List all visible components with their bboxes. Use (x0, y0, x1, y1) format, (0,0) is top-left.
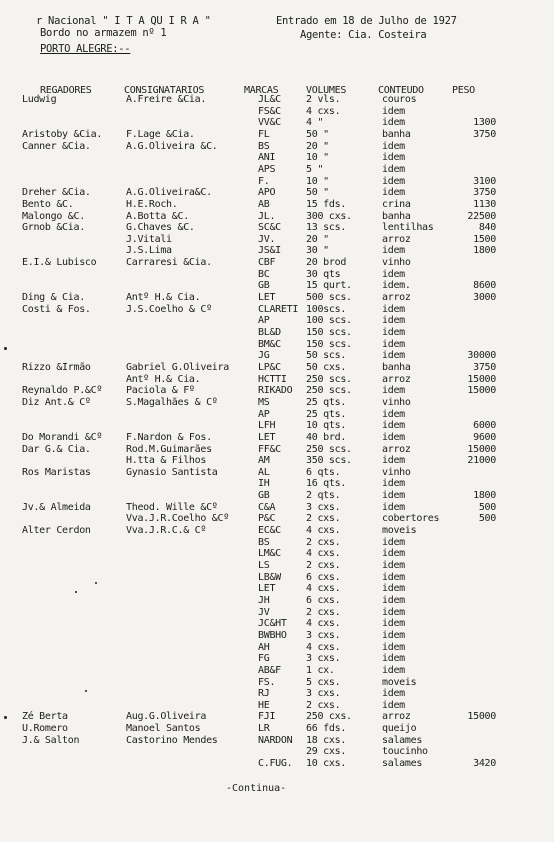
contents-cell: toucinho (382, 746, 428, 758)
port-name: PORTO ALEGRE:-- (40, 43, 131, 55)
contents-cell: idem (382, 571, 405, 583)
column-header-contents: CONTEUDO (378, 85, 424, 96)
contents-cell: idem (382, 152, 405, 164)
contents-cell: moveis (382, 525, 417, 537)
volumes-cell: 350 scs. (306, 455, 352, 467)
volumes-cell: 10 " (306, 175, 329, 187)
contents-cell: crina (382, 198, 411, 210)
consignee-cell: Manoel Santos (126, 723, 201, 735)
mark-cell: APO (258, 187, 276, 199)
mark-cell: LS (258, 560, 270, 571)
contents-cell: salames (382, 758, 423, 770)
shipper-cell: Diz Ant.& Cº (22, 396, 91, 408)
mark-cell: LR (258, 723, 270, 735)
volumes-cell: 4 cxs. (306, 525, 341, 537)
ink-spot (4, 716, 7, 719)
weight-cell: 15000 (467, 385, 496, 397)
weight-cell: 500 (478, 501, 496, 513)
consignee-cell: J.S.Coelho & Cº (126, 303, 212, 315)
weight-cell: 22500 (467, 210, 496, 222)
volumes-cell: 40 brd. (306, 431, 347, 443)
mark-cell: AM (258, 455, 270, 467)
weight-cell: 1800 (473, 490, 496, 502)
volumes-cell: 20 " (306, 140, 329, 152)
contents-cell: couros (382, 94, 417, 105)
contents-cell: idem (382, 478, 405, 490)
shipper-cell: J.& Salton (22, 734, 80, 746)
volumes-cell: 4 cxs. (306, 548, 341, 560)
volumes-cell: 13 scs. (306, 222, 347, 234)
weight-cell: 1300 (473, 117, 496, 129)
mark-cell: AB (258, 198, 270, 210)
consignee-cell: Antº H.& Cia. (126, 373, 201, 385)
consignee-cell: Theod. Wille &Cº (126, 501, 218, 513)
volumes-cell: 10 " (306, 152, 329, 164)
weight-cell: 3750 (473, 187, 496, 199)
weight-cell: 15000 (467, 711, 496, 723)
contents-cell: idem (382, 268, 405, 280)
volumes-cell: 1 cx. (306, 664, 335, 676)
weight-cell: 8600 (473, 280, 496, 292)
volumes-cell: 25 qts. (306, 408, 347, 420)
volumes-cell: 29 cxs. (306, 746, 347, 758)
volumes-cell: 3 cxs. (306, 629, 341, 641)
contents-cell: arroz (382, 233, 411, 245)
shipper-cell: Ding & Cia. (22, 292, 85, 304)
mark-cell: JV. (258, 233, 276, 245)
shipper-cell: Rizzo &Irmão (22, 361, 91, 373)
mark-cell: ANI (258, 152, 276, 164)
mark-cell: CLARETI (258, 303, 299, 315)
consignee-cell: A.G.Oliveira&C. (126, 187, 212, 199)
ship-name: r Nacional " I T A QU I R A " (36, 15, 211, 27)
mark-cell: F. (258, 175, 270, 187)
mark-cell: RIKADO (258, 385, 293, 397)
ink-spot (75, 591, 77, 593)
mark-cell: LET (258, 583, 276, 595)
contents-cell: idem (382, 455, 405, 467)
volumes-cell: 6 cxs. (306, 594, 341, 606)
contents-cell: salames (382, 734, 423, 746)
volumes-cell: 2 cxs. (306, 699, 341, 711)
volumes-cell: 2 cxs. (306, 513, 341, 525)
contents-cell: idem (382, 140, 405, 152)
contents-cell: arroz (382, 373, 411, 385)
volumes-cell: 30 qts (306, 268, 341, 280)
weight-cell: 9600 (473, 431, 496, 443)
contents-cell: arroz (382, 711, 411, 723)
shipper-cell: Alter Cerdon (22, 525, 91, 537)
contents-cell: cobertores (382, 513, 440, 525)
volumes-cell: 4 cxs. (306, 641, 341, 653)
mark-cell: HCTTI (258, 373, 287, 385)
volumes-cell: 5 " (306, 163, 324, 175)
mark-cell: AP (258, 315, 270, 327)
contents-cell: idem (382, 408, 405, 420)
mark-cell: AH (258, 641, 270, 653)
consignee-cell: Antº H.& Cia. (126, 292, 201, 304)
contents-cell: idem (382, 664, 405, 676)
column-header-weight: PESO (452, 85, 475, 96)
contents-cell: idem (382, 629, 405, 641)
mark-cell: JG (258, 350, 270, 362)
mark-cell: BS (258, 140, 270, 152)
weight-cell: 6000 (473, 420, 496, 432)
contents-cell: banha (382, 210, 411, 222)
shipper-cell: E.I.& Lubisco (22, 257, 97, 269)
contents-cell: idem (382, 699, 405, 711)
shipper-cell: Malongo &C. (22, 210, 85, 222)
consignee-cell: S.Magalhães & Cº (126, 396, 218, 408)
volumes-cell: 50 scs. (306, 350, 347, 362)
contents-cell: idem (382, 163, 405, 175)
contents-cell: idem (382, 548, 405, 560)
consignee-cell: A.Freire &Cia. (126, 94, 207, 105)
mark-cell: AP (258, 408, 270, 420)
contents-cell: idem (382, 385, 405, 397)
mark-cell: LET (258, 292, 276, 304)
mark-cell: LB&W (258, 571, 281, 583)
consignee-cell: Paciola & Fº (126, 385, 195, 397)
shipper-cell: Grnob &Cia. (22, 222, 85, 234)
mark-cell: RJ (258, 688, 270, 700)
weight-cell: 3420 (473, 758, 496, 770)
consignee-cell: Gabriel G.Oliveira (126, 361, 229, 373)
shipper-cell: Jv.& Almeida (22, 501, 91, 513)
consignee-cell: J.Vitali (126, 233, 172, 245)
volumes-cell: 500 scs. (306, 292, 352, 304)
contents-cell: idem (382, 583, 405, 595)
shipper-cell: Costi & Fos. (22, 303, 91, 315)
volumes-cell: 16 qts. (306, 478, 347, 490)
mark-cell: LP&C (258, 361, 281, 373)
mark-cell: BWBHO (258, 629, 287, 641)
column-header-consignees: CONSIGNATARIOS (124, 85, 205, 96)
mark-cell: JL&C (258, 94, 281, 105)
mark-cell: C&A (258, 501, 276, 513)
volumes-cell: 2 qts. (306, 490, 341, 502)
mark-cell: VV&C (258, 117, 281, 129)
volumes-cell: 150 scs. (306, 327, 352, 338)
volumes-cell: 6 cxs. (306, 571, 341, 583)
mark-cell: FG (258, 653, 270, 665)
weight-cell: 840 (478, 222, 496, 234)
mark-cell: FF&C (258, 443, 281, 455)
contents-cell: idem (382, 175, 405, 187)
weight-cell: 3000 (473, 292, 496, 304)
volumes-cell: 4 cxs. (306, 105, 341, 117)
shipper-cell: Dreher &Cia. (22, 187, 91, 199)
shipper-cell: Do Morandi &Cº (22, 431, 103, 443)
shipper-cell: Bento &C. (22, 198, 74, 210)
consignee-cell: F.Lage &Cia. (126, 128, 195, 140)
mark-cell: JC&HT (258, 618, 287, 630)
volumes-cell: 250 scs. (306, 385, 352, 397)
volumes-cell: 2 cxs. (306, 560, 341, 571)
volumes-cell: 100scs. (306, 303, 347, 315)
entry-date: Entrado em 18 de Julho de 1927 (276, 15, 457, 27)
contents-cell: arroz (382, 292, 411, 304)
volumes-cell: 50 cxs. (306, 361, 347, 373)
volumes-cell: 25 qts. (306, 396, 347, 408)
mark-cell: IH (258, 478, 270, 490)
consignee-cell: Gynasio Santista (126, 466, 218, 478)
weight-cell: 500 (478, 513, 496, 525)
volumes-cell: 100 scs. (306, 315, 352, 327)
contents-cell: vinho (382, 257, 411, 269)
volumes-cell: 66 fds. (306, 723, 347, 735)
volumes-cell: 2 cxs. (306, 536, 341, 548)
contents-cell: idem (382, 618, 405, 630)
mark-cell: BM&C (258, 338, 281, 350)
mark-cell: LET (258, 431, 276, 443)
shipper-cell: Canner &Cia. (22, 140, 91, 152)
mark-cell: CBF (258, 257, 276, 269)
mark-cell: HE (258, 699, 270, 711)
contents-cell: idem (382, 688, 405, 700)
volumes-cell: 5 cxs. (306, 676, 341, 688)
consignee-cell: A.Botta &C. (126, 210, 189, 222)
volumes-cell: 150 scs. (306, 338, 352, 350)
mark-cell: FL (258, 128, 270, 140)
consignee-cell: A.G.Oliveira &C. (126, 140, 218, 152)
consignee-cell: F.Nardon & Fos. (126, 431, 212, 443)
mark-cell: BC (258, 268, 270, 280)
contents-cell: idem (382, 117, 405, 129)
weight-cell: 3750 (473, 128, 496, 140)
column-header-marks: MARCAS (244, 85, 279, 96)
onboard-note: Bordo no armazem nº 1 (40, 27, 167, 39)
mark-cell: FJI (258, 711, 276, 723)
ink-spot (95, 582, 97, 584)
volumes-cell: 4 " (306, 117, 324, 129)
mark-cell: MS (258, 396, 270, 408)
contents-cell: idem (382, 105, 405, 117)
mark-cell: LM&C (258, 548, 281, 560)
weight-cell: 1800 (473, 245, 496, 257)
contents-cell: vinho (382, 396, 411, 408)
mark-cell: APS (258, 163, 276, 175)
volumes-cell: 3 cxs. (306, 501, 341, 513)
mark-cell: SC&C (258, 222, 281, 234)
contents-cell: banha (382, 361, 411, 373)
contents-cell: idem (382, 431, 405, 443)
volumes-cell: 10 qts. (306, 420, 347, 432)
contents-cell: queijo (382, 723, 417, 735)
weight-cell: 1500 (473, 233, 496, 245)
weight-cell: 15000 (467, 443, 496, 455)
volumes-cell: 4 cxs. (306, 618, 341, 630)
contents-cell: idem (382, 560, 405, 571)
mark-cell: BL&D (258, 327, 281, 338)
mark-cell: FS&C (258, 105, 281, 117)
mark-cell: JH (258, 594, 270, 606)
volumes-cell: 15 qurt. (306, 280, 352, 292)
agent-label: Agente: Cia. Costeira (300, 29, 427, 41)
volumes-cell: 10 cxs. (306, 758, 347, 770)
contents-cell: idem (382, 327, 405, 338)
shipper-cell: Ludwig (22, 94, 57, 105)
ink-spot (85, 690, 87, 692)
volumes-cell: 2 cxs. (306, 606, 341, 618)
shipper-cell: Ros Maristas (22, 466, 91, 478)
column-header-shippers: REGADORES (40, 85, 92, 96)
weight-cell: 3750 (473, 361, 496, 373)
volumes-cell: 20 brod (306, 257, 347, 269)
contents-cell: idem (382, 490, 405, 502)
shipper-cell: U.Romero (22, 723, 68, 735)
weight-cell: 15000 (467, 373, 496, 385)
contents-cell: idem (382, 245, 405, 257)
consignee-cell: Aug.G.Oliveira (126, 711, 207, 723)
consignee-cell: Rod.M.Guimarães (126, 443, 212, 455)
volumes-cell: 20 " (306, 233, 329, 245)
shipper-cell: Aristoby &Cia. (22, 128, 103, 140)
mark-cell: EC&C (258, 525, 281, 537)
contents-cell: idem (382, 653, 405, 665)
volumes-cell: 2 vls. (306, 94, 341, 105)
contents-cell: idem (382, 536, 405, 548)
contents-cell: idem (382, 501, 405, 513)
volumes-cell: 50 " (306, 187, 329, 199)
volumes-cell: 3 cxs. (306, 688, 341, 700)
mark-cell: FS. (258, 676, 276, 688)
mark-cell: C.FUG. (258, 758, 293, 770)
volumes-cell: 250 scs. (306, 373, 352, 385)
mark-cell: JV (258, 606, 270, 618)
contents-cell: idem (382, 315, 405, 327)
volumes-cell: 18 cxs. (306, 734, 347, 746)
contents-cell: moveis (382, 676, 417, 688)
contents-cell: idem (382, 303, 405, 315)
mark-cell: AL (258, 466, 270, 478)
volumes-cell: 6 qts. (306, 466, 341, 478)
weight-cell: 1130 (473, 198, 496, 210)
contents-cell: idem (382, 594, 405, 606)
contents-cell: lentilhas (382, 222, 434, 234)
consignee-cell: H.tta & Filhos (126, 455, 207, 467)
volumes-cell: 4 cxs. (306, 583, 341, 595)
consignee-cell: Carraresi &Cia. (126, 257, 212, 269)
mark-cell: AB&F (258, 664, 281, 676)
weight-cell: 30000 (467, 350, 496, 362)
shipper-cell: Reynaldo P.&Cº (22, 385, 103, 397)
volumes-cell: 50 " (306, 128, 329, 140)
volumes-cell: 250 scs. (306, 443, 352, 455)
mark-cell: GB (258, 280, 270, 292)
shipper-cell: Dar G.& Cia. (22, 443, 91, 455)
consignee-cell: Vva.J.R.C.& Cº (126, 525, 207, 537)
contents-cell: idem (382, 420, 405, 432)
consignee-cell: Castorino Mendes (126, 734, 218, 746)
continue-note: -Continua- (226, 783, 287, 794)
column-header-volumes: VOLUMES (306, 85, 347, 96)
contents-cell: idem (382, 641, 405, 653)
mark-cell: NARDON (258, 734, 293, 746)
contents-cell: idem. (382, 280, 411, 292)
volumes-cell: 30 " (306, 245, 329, 257)
volumes-cell: 15 fds. (306, 198, 347, 210)
consignee-cell: Vva.J.R.Coelho &Cº (126, 513, 229, 525)
contents-cell: banha (382, 128, 411, 140)
contents-cell: idem (382, 338, 405, 350)
contents-cell: idem (382, 606, 405, 618)
contents-cell: vinho (382, 466, 411, 478)
mark-cell: GB (258, 490, 270, 502)
contents-cell: idem (382, 187, 405, 199)
weight-cell: 3100 (473, 175, 496, 187)
consignee-cell: J.S.Lima (126, 245, 172, 257)
ink-spot (4, 347, 7, 350)
consignee-cell: H.E.Roch. (126, 198, 178, 210)
mark-cell: JS&I (258, 245, 281, 257)
contents-cell: arroz (382, 443, 411, 455)
shipper-cell: Zé Berta (22, 711, 68, 723)
weight-cell: 21000 (467, 455, 496, 467)
mark-cell: JL. (258, 210, 276, 222)
volumes-cell: 250 cxs. (306, 711, 352, 723)
mark-cell: BS (258, 536, 270, 548)
mark-cell: P&C (258, 513, 276, 525)
mark-cell: LFH (258, 420, 276, 432)
consignee-cell: G.Chaves &C. (126, 222, 195, 234)
volumes-cell: 300 cxs. (306, 210, 352, 222)
volumes-cell: 3 cxs. (306, 653, 341, 665)
contents-cell: idem (382, 350, 405, 362)
